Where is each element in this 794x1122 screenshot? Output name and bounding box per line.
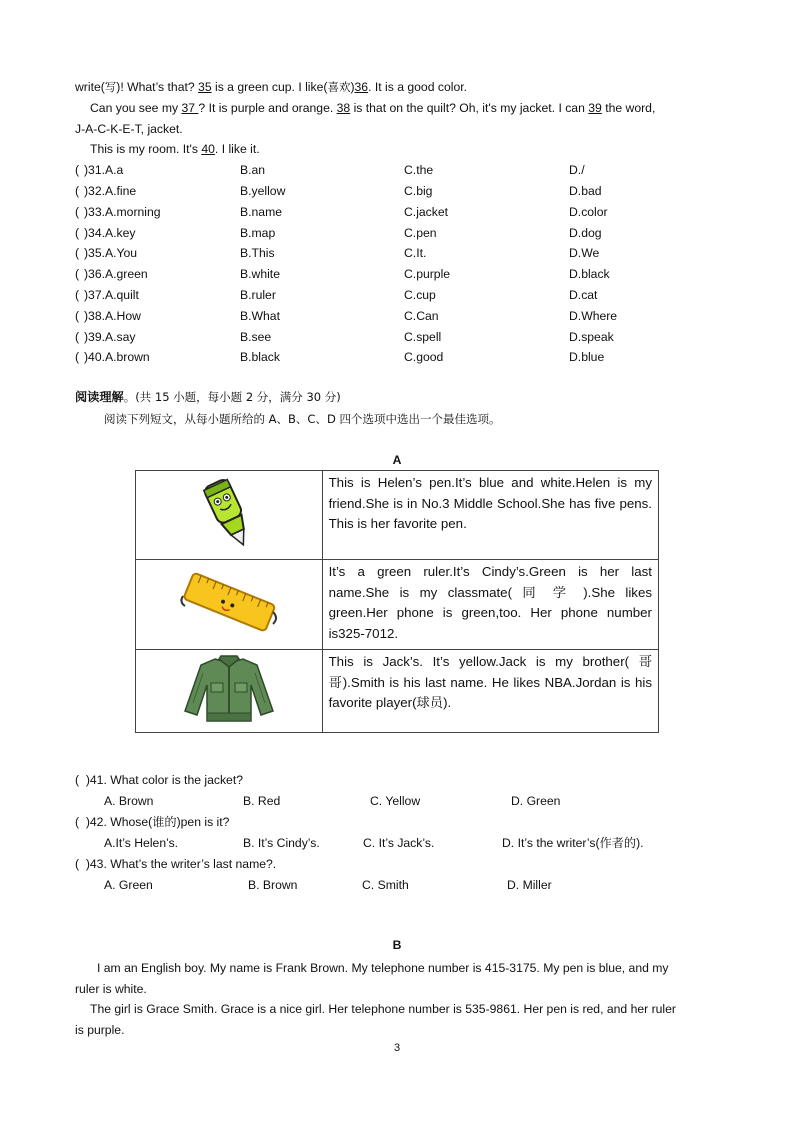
blank-35: 35: [198, 80, 212, 94]
option-b: B. Brown: [248, 878, 298, 892]
option-c: C. It’s Jack’s.: [363, 836, 435, 850]
answer-paren[interactable]: (: [75, 857, 80, 871]
option-a: )35.A.You: [84, 246, 138, 260]
question-41: [75, 772, 243, 788]
mcq-row: [75, 225, 715, 241]
option-d: D./: [569, 163, 585, 177]
chinese-gloss: 写: [104, 80, 117, 94]
option-c: C. Yellow: [370, 794, 421, 808]
option-c: C.It.: [404, 246, 427, 260]
cloze-line-1: [75, 79, 467, 95]
passage-b-line: The girl is Grace Smith. Grace is a nice girl. Her telephone number is 535-9861. Her pen is red, and her ruler: [90, 1002, 676, 1016]
option-b: B.see: [240, 330, 272, 344]
mcq-row: [75, 183, 715, 199]
ruler-icon: [179, 566, 279, 640]
option-a: )38.A.How: [84, 309, 141, 323]
option-b: B.This: [240, 246, 275, 260]
option-d: D. Green: [511, 794, 561, 808]
option-b: B. It’s Cindy’s.: [243, 836, 320, 850]
option-b: B.white: [240, 267, 280, 281]
page-number: 3: [393, 1042, 401, 1054]
option-c: C. Smith: [362, 878, 409, 892]
answer-paren[interactable]: (: [75, 163, 80, 177]
answer-paren[interactable]: (: [75, 773, 80, 787]
text-segment: )! What’s that?: [116, 80, 199, 94]
option-d: D.bad: [569, 184, 602, 198]
mcq-row: [75, 308, 715, 324]
mcq-row: [75, 266, 715, 282]
text-segment: ): [350, 80, 355, 94]
answer-paren[interactable]: (: [75, 288, 80, 302]
option-d: D.black: [569, 267, 610, 281]
question-text: )42. Whose(谁的)pen is it?: [85, 815, 230, 829]
option-d: D.cat: [569, 288, 598, 302]
option-d: D.color: [569, 205, 608, 219]
passage-b-line: I am an English boy. My name is Frank Brown. My telephone number is 415-3175. My pen is blue, and my: [97, 961, 669, 975]
option-c: C.pen: [404, 226, 437, 240]
pen-image-cell: [136, 471, 323, 560]
option-a: )31.A.a: [84, 163, 124, 177]
cloze-line-3: J-A-C-K-E-T, jacket.: [75, 122, 183, 136]
answer-paren[interactable]: (: [75, 226, 80, 240]
answer-paren[interactable]: (: [75, 350, 80, 364]
question-43: [75, 856, 276, 872]
passage-a-label: A: [392, 453, 402, 467]
option-c: C.good: [404, 350, 444, 364]
reading-instruction: 阅读下列短文，从每小题所给的 A、B、C、D 四个选项中选出一个最佳选项。: [104, 412, 501, 426]
jacket-icon: [181, 653, 277, 725]
text-segment: . I like it.: [214, 142, 260, 156]
section-heading: 阅读理解: [75, 390, 124, 404]
option-b: B.name: [240, 205, 283, 219]
option-b: B.What: [240, 309, 280, 323]
question-text: )41. What color is the jacket?: [85, 773, 243, 787]
pen-icon: [194, 474, 264, 554]
text-segment: . It is a good color.: [368, 80, 467, 94]
option-d: D. Miller: [507, 878, 552, 892]
option-a: )37.A.quilt: [84, 288, 139, 302]
option-d: D.blue: [569, 350, 605, 364]
table-row: [136, 649, 659, 732]
mcq-row: [75, 329, 715, 345]
text-segment: ? It is purple and orange.: [198, 101, 337, 115]
option-a: A. Brown: [104, 794, 154, 808]
mcq-row: [75, 162, 715, 178]
blank-37: 37: [181, 101, 199, 115]
blank-38: 38: [336, 101, 351, 115]
option-c: C.purple: [404, 267, 451, 281]
option-a: A.It’s Helen’s.: [104, 836, 179, 850]
option-a: A. Green: [104, 878, 153, 892]
option-c: C.big: [404, 184, 433, 198]
text-segment: write(: [75, 80, 105, 94]
option-c: C.spell: [404, 330, 442, 344]
table-row: [136, 471, 659, 560]
passage-b-line: is purple.: [75, 1023, 125, 1037]
blank-39: 39: [588, 101, 602, 115]
jacket-description: This is Jack’s. It’s yellow.Jack is my brother( 哥 哥).Smith is his last name. He likes NBA.Jordan is his favorite player(球员).: [322, 649, 658, 732]
ruler-description: It’s a green ruler.It’s Cindy’s.Green is her last name.She is my classmate( 同 学 ).She likes green.Her phone is green,too. Her phone number is325-7012.: [322, 560, 658, 650]
cloze-line-4: [90, 141, 260, 157]
option-c: C.the: [404, 163, 434, 177]
answer-paren[interactable]: (: [75, 330, 80, 344]
option-c: C.cup: [404, 288, 436, 302]
ruler-image-cell: [136, 560, 323, 650]
answer-paren[interactable]: (: [75, 309, 80, 323]
option-b: B.black: [240, 350, 280, 364]
text-segment: Can you see my: [90, 101, 182, 115]
answer-paren[interactable]: (: [75, 184, 80, 198]
option-a: )34.A.key: [84, 226, 136, 240]
pen-description: This is Helen’s pen.It’s blue and white.Helen is my friend.She is in No.3 Middle School.She has five pens. This is her favorite pen.: [322, 471, 658, 560]
text-segment: is a green cup. I like(: [211, 80, 328, 94]
reading-table: [135, 470, 659, 733]
option-a: )33.A.morning: [84, 205, 161, 219]
section-note: 。(共 15 小题，每小题 2 分，满分 30 分): [123, 390, 341, 404]
table-row: [136, 560, 659, 650]
option-a: )40.A.brown: [84, 350, 150, 364]
jacket-image-cell: [136, 649, 323, 732]
mcq-row: [75, 204, 715, 220]
text-segment: is that on the quilt? Oh, it's my jacket. I can: [350, 101, 589, 115]
option-c: C.Can: [404, 309, 439, 323]
option-a: )32.A.fine: [84, 184, 137, 198]
option-a: )36.A.green: [84, 267, 148, 281]
passage-b-line: ruler is white.: [75, 982, 147, 996]
question-42: [75, 814, 229, 830]
passage-b-label: B: [392, 938, 402, 952]
option-b: B.yellow: [240, 184, 286, 198]
option-d: D.speak: [569, 330, 614, 344]
option-d: D.Where: [569, 309, 618, 323]
mcq-row: [75, 349, 715, 365]
option-d: D.dog: [569, 226, 602, 240]
option-a: )39.A.say: [84, 330, 136, 344]
option-d: D. It’s the writer’s(作者的).: [502, 836, 644, 850]
option-b: B.map: [240, 226, 276, 240]
answer-paren[interactable]: (: [75, 815, 80, 829]
text-segment: This is my room. It's: [90, 142, 202, 156]
option-b: B.ruler: [240, 288, 276, 302]
answer-paren[interactable]: (: [75, 267, 80, 281]
cloze-line-2: [90, 100, 655, 116]
mcq-row: [75, 287, 715, 303]
blank-40: 40: [201, 142, 215, 156]
answer-paren[interactable]: (: [75, 246, 80, 260]
option-b: B.an: [240, 163, 266, 177]
option-d: D.We: [569, 246, 600, 260]
question-text: )43. What’s the writer’s last name?.: [85, 857, 277, 871]
reading-section-title: [75, 389, 341, 405]
option-c: C.jacket: [404, 205, 449, 219]
answer-paren[interactable]: (: [75, 205, 80, 219]
blank-36: 36: [354, 80, 369, 94]
mcq-row: [75, 245, 715, 261]
text-segment: the word,: [601, 101, 656, 115]
option-b: B. Red: [243, 794, 281, 808]
chinese-gloss: 喜欢: [327, 80, 351, 94]
